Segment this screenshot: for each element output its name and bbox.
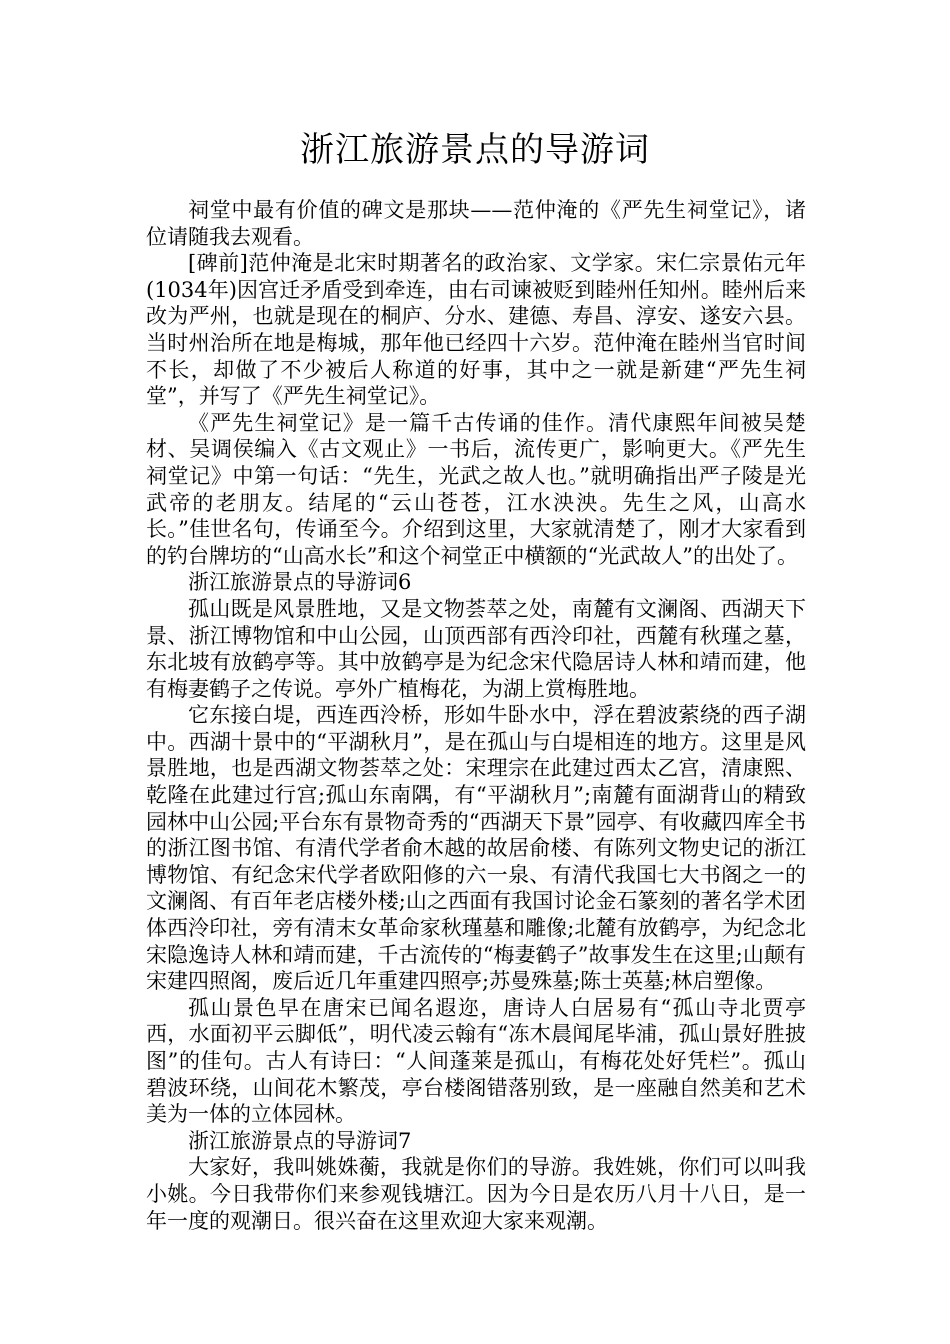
paragraph-gushan-poems: 孤山景色早在唐宋已闻名遐迩，唐诗人白居易有“孤山寺北贾亭西，水面初平云脚低”，明代凌云翰有“冻木晨闻尾毕浦，孤山景好胜披图”的佳句。古人有诗曰：“人间蓬莱是孤山，有梅花处好凭栏”。孤山碧波环绕，山间花木繁茂，亭台楼阁错落别致，是一座融自然美和艺术美为一体的立体园林。 <box>146 995 806 1127</box>
section-heading-6: 浙江旅游景点的导游词6 <box>188 570 412 595</box>
paragraph-inscription-intro: 祠堂中最有价值的碑文是那块——范仲淹的《严先生祠堂记》，诸位请随我去观看。 <box>146 198 806 249</box>
paragraph-fan-zhongyan: [碑前]范仲淹是北宋时期著名的政治家、文学家。宋仁宗景佑元年(1034年)因宫迁矛盾受到牵连，由右司谏被贬到睦州任知州。睦州后来改为严州，也就是现在的桐庐、分水、建德、寿昌、淳安、遂安六县。当时州治所在地是梅城，那年他已经四十六岁。范仲淹在睦州当官时间不长，却做了不少被后人称道的好事，其中之一就是新建“严先生祠堂”，并写了《严先生祠堂记》。 <box>146 251 806 409</box>
paragraph-gushan-overview: 孤山既是风景胜地，又是文物荟萃之处，南麓有文澜阁、西湖天下景、浙江博物馆和中山公园，山顶西部有西泠印社，西麓有秋瑾之墓，东北坡有放鹤亭等。其中放鹤亭是为纪念宋代隐居诗人林和靖而建，他有梅妻鹤子之传说。亭外广植梅花，为湖上赏梅胜地。 <box>146 596 806 701</box>
section-heading-7: 浙江旅游景点的导游词7 <box>188 1128 412 1153</box>
paragraph-yan-shrine-record: 《严先生祠堂记》是一篇千古传诵的佳作。清代康熙年间被吴楚材、吴调侯编入《古文观止》一书后，流传更广，影响更大。《严先生祠堂记》中第一句话：“先生，光武之故人也。”就明确指出严子陵是光武帝的老朋友。结尾的“云山苍苍，江水泱泱。先生之风，山高水长。”佳世名句，传诵至今。介绍到这里，大家就清楚了，刚才大家看到的钓台牌坊的“山高水长”和这个祠堂正中横额的“光武故人”的出处了。 <box>146 410 806 568</box>
paragraph-qiantang-greeting: 大家好，我叫姚姝蘅，我就是你们的导游。我姓姚，你们可以叫我小姚。今日我带你们来参观钱塘江。因为今日是农历八月十八日，是一年一度的观潮日。很兴奋在这里欢迎大家来观潮。 <box>146 1155 806 1233</box>
document-title: 浙江旅游景点的导游词 <box>300 130 650 170</box>
document-body <box>146 197 806 1234</box>
paragraph-gushan-sites: 它东接白堤，西连西泠桥，形如牛卧水中，浮在碧波萦绕的西子湖中。西湖十景中的“平湖秋月”，是在孤山与白堤相连的地方。这里是风景胜地，也是西湖文物荟萃之处：宋理宗在此建过西太乙宫，清康熙、乾隆在此建过行宫;孤山东南隅，有“平湖秋月”;南麓有面湖背山的精致园林中山公园;平台东有景物奇秀的“西湖天下景”园亭、有收藏四库全书的浙江图书馆、有清代学者俞木越的故居俞楼、有陈列文物史记的浙江博物馆、有纪念宋代学者欧阳修的六一泉、有清代我国七大书阁之一的文澜阁、有百年老店楼外楼;山之西面有我国讨论金石篆刻的著名学术团体西泠印社，旁有清末女革命家秋瑾墓和雕像;北麓有放鹤亭，为纪念北宋隐逸诗人林和靖而建，千古流传的“梅妻鹤子”故事发生在这里;山颠有宋建四照阁，废后近几年重建四照亭;苏曼殊墓;陈士英墓;林启塑像。 <box>146 703 806 994</box>
